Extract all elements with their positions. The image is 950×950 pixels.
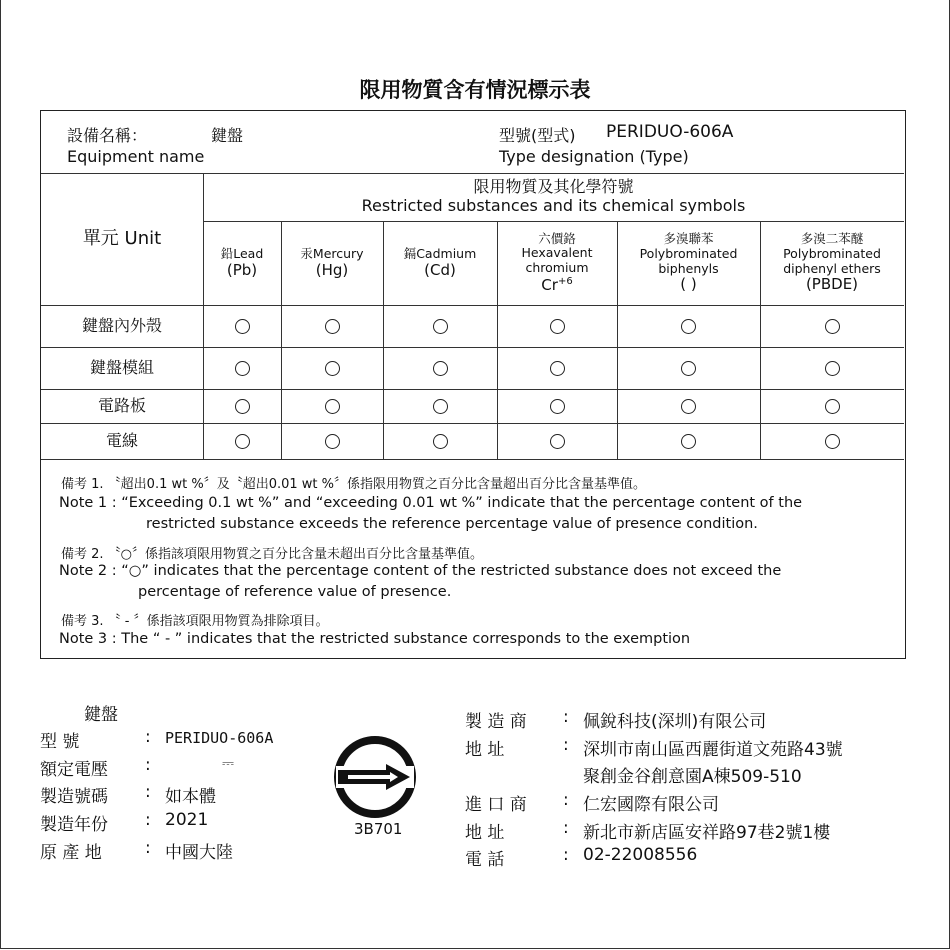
year-value: 2021 [165, 810, 209, 830]
row-mark-cell [383, 389, 497, 423]
circle-mark-icon [235, 361, 250, 376]
importer-address-colon: : [563, 818, 569, 838]
col-cr-symbol: $Cr^{+6}$ [541, 275, 573, 294]
row-mark-cell [497, 347, 617, 389]
row-mark-cell [281, 423, 383, 459]
circle-mark-icon [433, 361, 448, 376]
restricted-header [203, 173, 904, 221]
col-pbb-symbol: ( ) [680, 275, 697, 294]
col-hexavalent-chromium [497, 221, 617, 305]
col-mercury-symbol: (Hg) [315, 260, 349, 279]
row-mark-cell [760, 423, 904, 459]
dc-symbol: ⎓ [222, 754, 234, 772]
equipment-name-value: 鍵盤 [211, 126, 244, 145]
circle-mark-icon [550, 361, 565, 376]
year-colon: : [145, 810, 151, 830]
circle-mark-icon [235, 434, 250, 449]
equipment-name-label-en: Equipment name [67, 147, 205, 166]
note-1-en-a: Note 1 : “Exceeding 0.1 wt %” and “exceeding 0.01 wt %” indicate that the percentage content of the [59, 495, 803, 511]
circle-mark-icon [825, 434, 840, 449]
manufacturer-address-line-2: 聚創金谷創意園A棟509-510 [583, 767, 802, 787]
note-1-zh: 備考 1. 〝超出0.1 wt %〞及〝超出0.01 wt %〞係指限用物質之百分比含量超出百分比含量基準值。 [61, 477, 646, 492]
circle-mark-icon [681, 399, 696, 414]
col-cr-en-2: chromium [525, 260, 589, 276]
col-cadmium [383, 221, 497, 305]
circle-mark-icon [681, 361, 696, 376]
importer-address-label: 地 址 [465, 823, 505, 843]
manufacturer-value: 佩銳科技(深圳)有限公司 [583, 712, 767, 732]
col-mercury [281, 221, 383, 305]
circle-mark-icon [433, 319, 448, 334]
restricted-header-en: Restricted substances and its chemical symbols [361, 196, 746, 215]
circle-mark-icon [825, 319, 840, 334]
serial-value: 如本體 [165, 787, 216, 807]
row-mark-cell [383, 347, 497, 389]
row-mark-cell [203, 423, 281, 459]
col-pbb-en-1: Polybrominated [639, 245, 738, 261]
manufacturer-colon: : [563, 707, 569, 727]
note-2-zh: 備考 2. 〝○〞係指該項限用物質之百分比含量未超出百分比含量基準值。 [61, 547, 484, 562]
circle-mark-icon [681, 319, 696, 334]
circle-mark-icon [235, 319, 250, 334]
row-mark-cell [383, 305, 497, 347]
circle-mark-icon [825, 399, 840, 414]
row-unit-label: 電路板 [97, 395, 146, 415]
cert-code: 3B701 [354, 820, 403, 838]
importer-value: 仁宏國際有限公司 [583, 795, 719, 815]
row-mark-cell [203, 305, 281, 347]
row-mark-cell [281, 347, 383, 389]
note-3-zh: 備考 3. 〝 - 〞係指該項限用物質為排除項目。 [61, 614, 329, 629]
serial-colon: : [145, 782, 151, 802]
note-2-en-b: percentage of reference value of presence. [138, 584, 452, 600]
type-label-en: Type designation (Type) [499, 147, 689, 166]
type-value: PERIDUO-606A [606, 122, 734, 142]
row-mark-cell [497, 389, 617, 423]
note-3-en: Note 3 : The “ - ” indicates that the restricted substance corresponds to the exemption [59, 631, 691, 647]
phone-value: 02-22008556 [583, 845, 698, 865]
col-pbb-zh: 多溴聯苯 [663, 231, 714, 247]
row-unit-label: 電線 [105, 430, 138, 450]
row-unit-label: 鍵盤模組 [89, 357, 154, 377]
restricted-header-zh: 限用物質及其化學符號 [473, 177, 634, 197]
circle-mark-icon [433, 434, 448, 449]
col-pbde [760, 221, 904, 305]
importer-address-value: 新北市新店區安祥路97巷2號1樓 [583, 823, 831, 843]
page-title: 限用物質含有情況標示表 [359, 78, 591, 102]
origin-colon: : [145, 838, 151, 858]
row-mark-cell [760, 347, 904, 389]
col-pbb-en-2: biphenyls [658, 260, 719, 276]
manufacturer-address-label: 地 址 [465, 740, 505, 760]
row-mark-cell [617, 423, 760, 459]
col-cr-zh: 六價鉻 [538, 230, 576, 246]
manufacturer-address-colon: : [563, 735, 569, 755]
circle-mark-icon [325, 361, 340, 376]
row-mark-cell [383, 423, 497, 459]
importer-colon: : [563, 790, 569, 810]
row-mark-cell [497, 305, 617, 347]
col-pbde-en-1: Polybrominated [783, 245, 881, 261]
year-label: 製造年份 [40, 815, 108, 835]
circle-mark-icon [550, 434, 565, 449]
row-mark-cell [281, 389, 383, 423]
circle-mark-icon [825, 361, 840, 376]
circle-mark-icon [235, 399, 250, 414]
col-pbde-en-2: diphenyl ethers [783, 260, 881, 276]
col-cr-en-1: Hexavalent [521, 245, 593, 261]
col-cadmium-symbol: (Cd) [424, 260, 456, 279]
row-mark-cell [281, 305, 383, 347]
col-lead-symbol: (Pb) [226, 260, 258, 279]
model-label: 型 號 [40, 732, 80, 752]
origin-value: 中國大陸 [165, 843, 233, 863]
circle-mark-icon [681, 434, 696, 449]
col-lead [203, 221, 281, 305]
circle-mark-icon [325, 319, 340, 334]
row-mark-cell [617, 305, 760, 347]
row-mark-cell [617, 347, 760, 389]
circle-mark-icon [433, 399, 448, 414]
rating-label: 額定電壓 [40, 760, 108, 780]
circle-mark-icon [325, 434, 340, 449]
bsmi-certification-icon [334, 736, 416, 818]
col-mercury-name: 汞Mercury [300, 245, 364, 261]
type-label-zh: 型號(型式) [499, 126, 576, 145]
unit-header: 單元 Unit [82, 228, 162, 250]
phone-label: 電 話 [465, 850, 505, 870]
restricted-substances-table [40, 110, 906, 659]
note-1-en-b: restricted substance exceeds the reference percentage value of presence condition. [146, 516, 758, 532]
equipment-name-label-zh: 設備名稱： [67, 126, 148, 145]
serial-label: 製造號碼 [40, 787, 108, 807]
col-cadmium-name: 鎘Cadmium [403, 245, 477, 261]
manufacturer-label: 製 造 商 [465, 712, 527, 732]
product-name: 鍵盤 [84, 705, 118, 725]
phone-colon: : [563, 845, 569, 865]
circle-mark-icon [550, 319, 565, 334]
col-pbb [617, 221, 760, 305]
importer-label: 進 口 商 [465, 795, 527, 815]
row-mark-cell [203, 389, 281, 423]
row-mark-cell [203, 347, 281, 389]
origin-label: 原 產 地 [40, 843, 102, 863]
manufacturer-address-line-1: 深圳市南山區西麗街道文苑路43號 [583, 740, 843, 760]
row-mark-cell [617, 389, 760, 423]
col-pbde-symbol: (PBDE) [805, 275, 859, 294]
model-value: PERIDUO-606A [165, 729, 274, 747]
row-mark-cell [497, 423, 617, 459]
col-lead-name: 鉛Lead [220, 245, 264, 261]
row-unit-label: 鍵盤內外殼 [81, 315, 162, 335]
row-mark-cell [760, 389, 904, 423]
circle-mark-icon [325, 399, 340, 414]
col-pbde-zh: 多溴二苯醚 [800, 231, 864, 247]
rating-colon: : [145, 755, 151, 775]
note-2-en-a: Note 2 : “○” indicates that the percentage content of the restricted substance does not exceed the [59, 563, 782, 579]
model-colon: : [145, 727, 151, 747]
circle-mark-icon [550, 399, 565, 414]
row-mark-cell [760, 305, 904, 347]
